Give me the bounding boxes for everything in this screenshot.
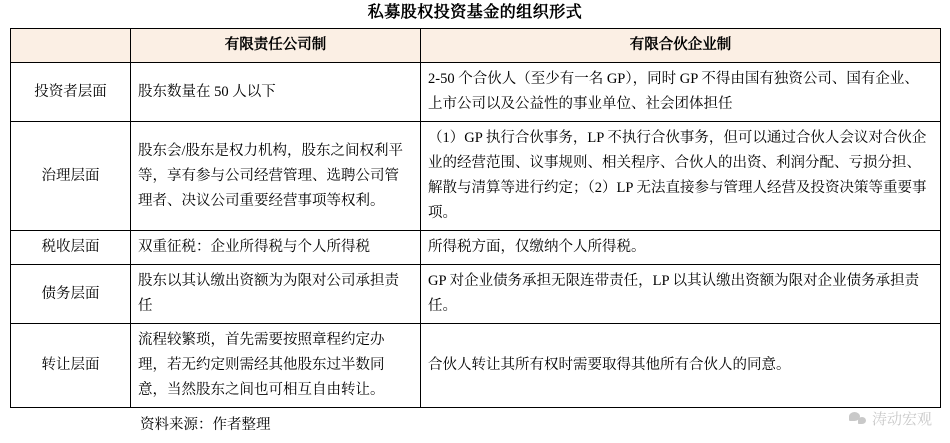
table-row bbox=[11, 324, 941, 408]
watermark-label: 涛动宏观 bbox=[871, 412, 932, 428]
row-label-tax: 税收层面 bbox=[11, 231, 131, 265]
row-label-investor: 投资者层面 bbox=[11, 63, 131, 122]
cell-debt-company: 股东以其认缴出资额为为限对公司承担责任 bbox=[131, 265, 421, 324]
table-row bbox=[11, 63, 941, 122]
cell-debt-partnership: GP 对企业债务承担无限连带责任，LP 以其认缴出资额为限对企业债务承担责任。 bbox=[421, 265, 941, 324]
table-row bbox=[11, 122, 941, 231]
cell-transfer-company: 流程较繁琐，首先需要按照章程约定办理，若无约定则需经其他股东过半数同意，当然股东之间也可相互自由转让。 bbox=[131, 324, 421, 408]
table-header-company: 有限责任公司制 bbox=[131, 29, 421, 63]
page-title: 私募股权投资基金的组织形式 bbox=[367, 4, 583, 21]
cell-governance-partnership: （1）GP 执行合伙事务，LP 不执行合伙事务，但可以通过合伙人会议对合伙企业的经营范围、议事规则、相关程序、合伙人的出资、利润分配、亏损分担、解散与清算等进行约定；（2）LP 无法直接参与管理人经营及投资决策等重要事项。 bbox=[421, 122, 941, 231]
table-row bbox=[11, 265, 941, 324]
row-label-governance: 治理层面 bbox=[11, 122, 131, 231]
table-header-row bbox=[11, 29, 941, 63]
table-header-blank bbox=[11, 29, 131, 63]
cell-tax-partnership: 所得税方面，仅缴纳个人所得税。 bbox=[421, 231, 941, 265]
row-label-transfer: 转让层面 bbox=[11, 324, 131, 408]
source-note: 资料来源：作者整理 bbox=[140, 417, 271, 433]
wechat-icon bbox=[849, 412, 866, 426]
watermark bbox=[849, 408, 932, 429]
cell-governance-company: 股东会/股东是权力机构，股东之间权利平等，享有参与公司经营管理、选聘公司管理者、决议公司重要经营事项等权利。 bbox=[131, 122, 421, 231]
cell-tax-company: 双重征税：企业所得税与个人所得税 bbox=[131, 231, 421, 265]
organization-forms-table bbox=[10, 28, 941, 408]
row-label-debt: 债务层面 bbox=[11, 265, 131, 324]
cell-transfer-partnership: 合伙人转让其所有权时需要取得其他所有合伙人的同意。 bbox=[421, 324, 941, 408]
cell-investor-partnership: 2-50 个合伙人（至少有一名 GP），同时 GP 不得由国有独资公司、国有企业、上市公司以及公益性的事业单位、社会团体担任 bbox=[421, 63, 941, 122]
cell-investor-company: 股东数量在 50 人以下 bbox=[131, 63, 421, 122]
table-row bbox=[11, 231, 941, 265]
table-header-partnership: 有限合伙企业制 bbox=[421, 29, 941, 63]
